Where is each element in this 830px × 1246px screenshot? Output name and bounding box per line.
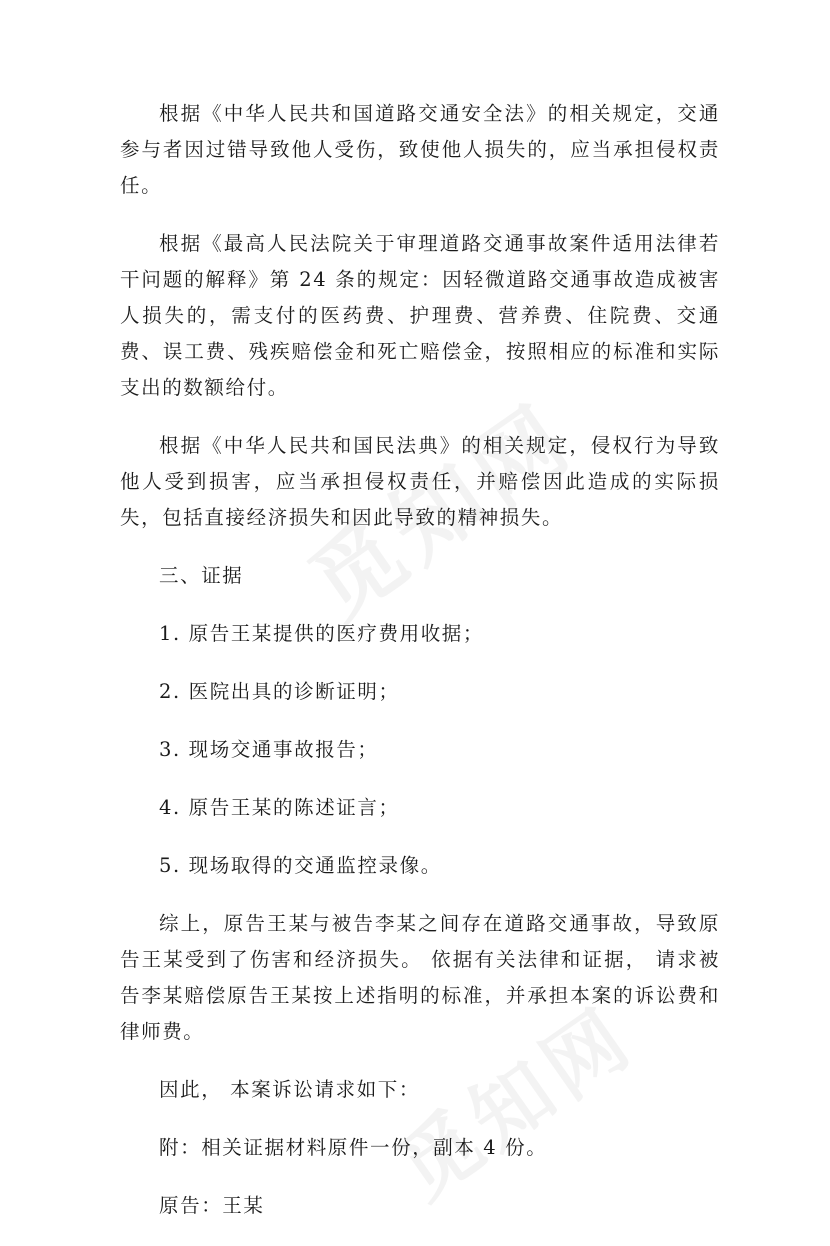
claim-intro: 因此， 本案诉讼请求如下： xyxy=(159,1078,420,1101)
attachment-note: 附：相关证据材料原件一份，副本 4 份。 xyxy=(159,1136,548,1159)
legal-basis-paragraph-traffic-safety-law: 根据《中华人民共和国道路交通安全法》的相关规定，交通参与者因过错导致他人受伤，致使他人损失的，应当承担侵权责任。 xyxy=(120,102,720,197)
evidence-item: 1. 原告王某提供的医疗费用收据； xyxy=(159,622,485,645)
legal-basis-paragraph-supreme-court-interpretation: 根据《最高人民法院关于审理道路交通事故案件适用法律若干问题的解释》第 24 条的规定：因轻微道路交通事故造成被害人损失的，需支付的医药费、护理费、营养费、住院费、交通费、误工费、残疾赔偿金和死亡赔偿金，按照相应的标准和实际支出的数额给付。 xyxy=(120,232,720,399)
evidence-item: 4. 原告王某的陈述证言； xyxy=(159,796,400,819)
legal-basis-paragraph-civil-code: 根据《中华人民共和国民法典》的相关规定，侵权行为导致他人受到损害，应当承担侵权责任，并赔偿因此造成的实际损失，包括直接经济损失和因此导致的精神损失。 xyxy=(120,434,720,529)
summary-paragraph: 综上，原告王某与被告李某之间存在道路交通事故，导致原告王某受到了伤害和经济损失。 依据有关法律和证据， 请求被告李某赔偿原告王某按上述指明的标准，并承担本案的诉讼费和律师费。 xyxy=(120,912,720,1043)
evidence-item: 2. 医院出具的诊断证明； xyxy=(159,680,400,703)
plaintiff-signature: 原告：王某 xyxy=(159,1194,265,1217)
evidence-item: 3. 现场交通事故报告； xyxy=(159,738,379,761)
document-body xyxy=(120,96,720,1246)
evidence-heading: 三、证据 xyxy=(159,564,244,587)
evidence-item: 5. 现场取得的交通监控录像。 xyxy=(159,854,442,877)
